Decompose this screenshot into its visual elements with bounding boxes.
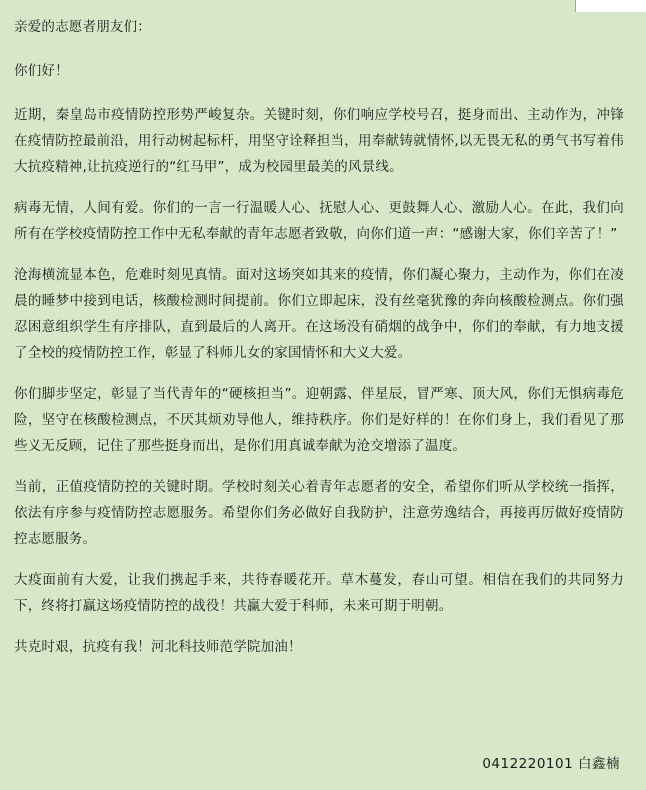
- body-paragraph-5: 当前，正值疫情防控的关键时期。学校时刻关心着青年志愿者的安全，希望你们听从学校统一指挥，依法有序参与疫情防控志愿服务。希望你们务必做好自我防护，注意劳逸结合，再接再厉做好疫情防控志愿服务。: [14, 479, 624, 547]
- body-paragraph-4: 你们脚步坚定，彰显了当代青年的“硬核担当”。迎朝露、伴星辰，冒严寒、顶大风，你们无惧病毒危险，坚守在核酸检测点，不厌其烦劝导他人，维持秩序。你们是好样的！在你们身上，我们看见了那些义无反顾，记住了那些挺身而出，是你们用真诚奉献为沧交增添了温度。: [14, 386, 624, 454]
- body-paragraph-1: 近期，秦皇岛市疫情防控形势严峻复杂。关键时刻，你们响应学校号召，挺身而出、主动作为，冲锋在疫情防控最前沿，用行动树起标杆，用坚守诠释担当，用奉献铸就情怀,以无畏无私的勇气书写着伟大抗疫精神,让抗疫逆行的“红马甲”，成为校园里最美的风景线。: [14, 107, 624, 175]
- body-paragraph-3: 沧海横流显本色，危难时刻见真情。面对这场突如其来的疫情，你们凝心聚力，主动作为，你们在凌晨的睡梦中接到电话，核酸检测时间提前。你们立即起床，没有丝毫犹豫的奔向核酸检测点。你们强忍困意组织学生有序排队，直到最后的人离开。在这场没有硝烟的战争中，你们的奉献，有力地支援了全校的疫情防控工作，彰显了科师儿女的家国情怀和大义大爱。: [14, 267, 624, 361]
- salutation-paragraph: 亲爱的志愿者朋友们：: [14, 19, 151, 35]
- greeting-paragraph: 你们好！: [14, 63, 69, 79]
- body-paragraph-2: 病毒无情，人间有爱。你们的一言一行温暖人心、抚慰人心、更鼓舞人心、激励人心。在此，我们向所有在学校疫情防控工作中无私奉献的青年志愿者致敬，向你们道一声：“感谢大家，你们辛苦了！”: [14, 200, 624, 242]
- signature-line: 0412220101 白鑫楠: [482, 756, 620, 772]
- closing-paragraph: 共克时艰，抗疫有我！河北科技师范学院加油！: [14, 639, 302, 655]
- body-paragraph-6: 大疫面前有大爱，让我们携起手来，共待春暖花开。草木蔓发，春山可望。相信在我们的共同努力下，终将打赢这场疫情防控的战役！共赢大爱于科师，未来可期于明朝。: [14, 572, 624, 614]
